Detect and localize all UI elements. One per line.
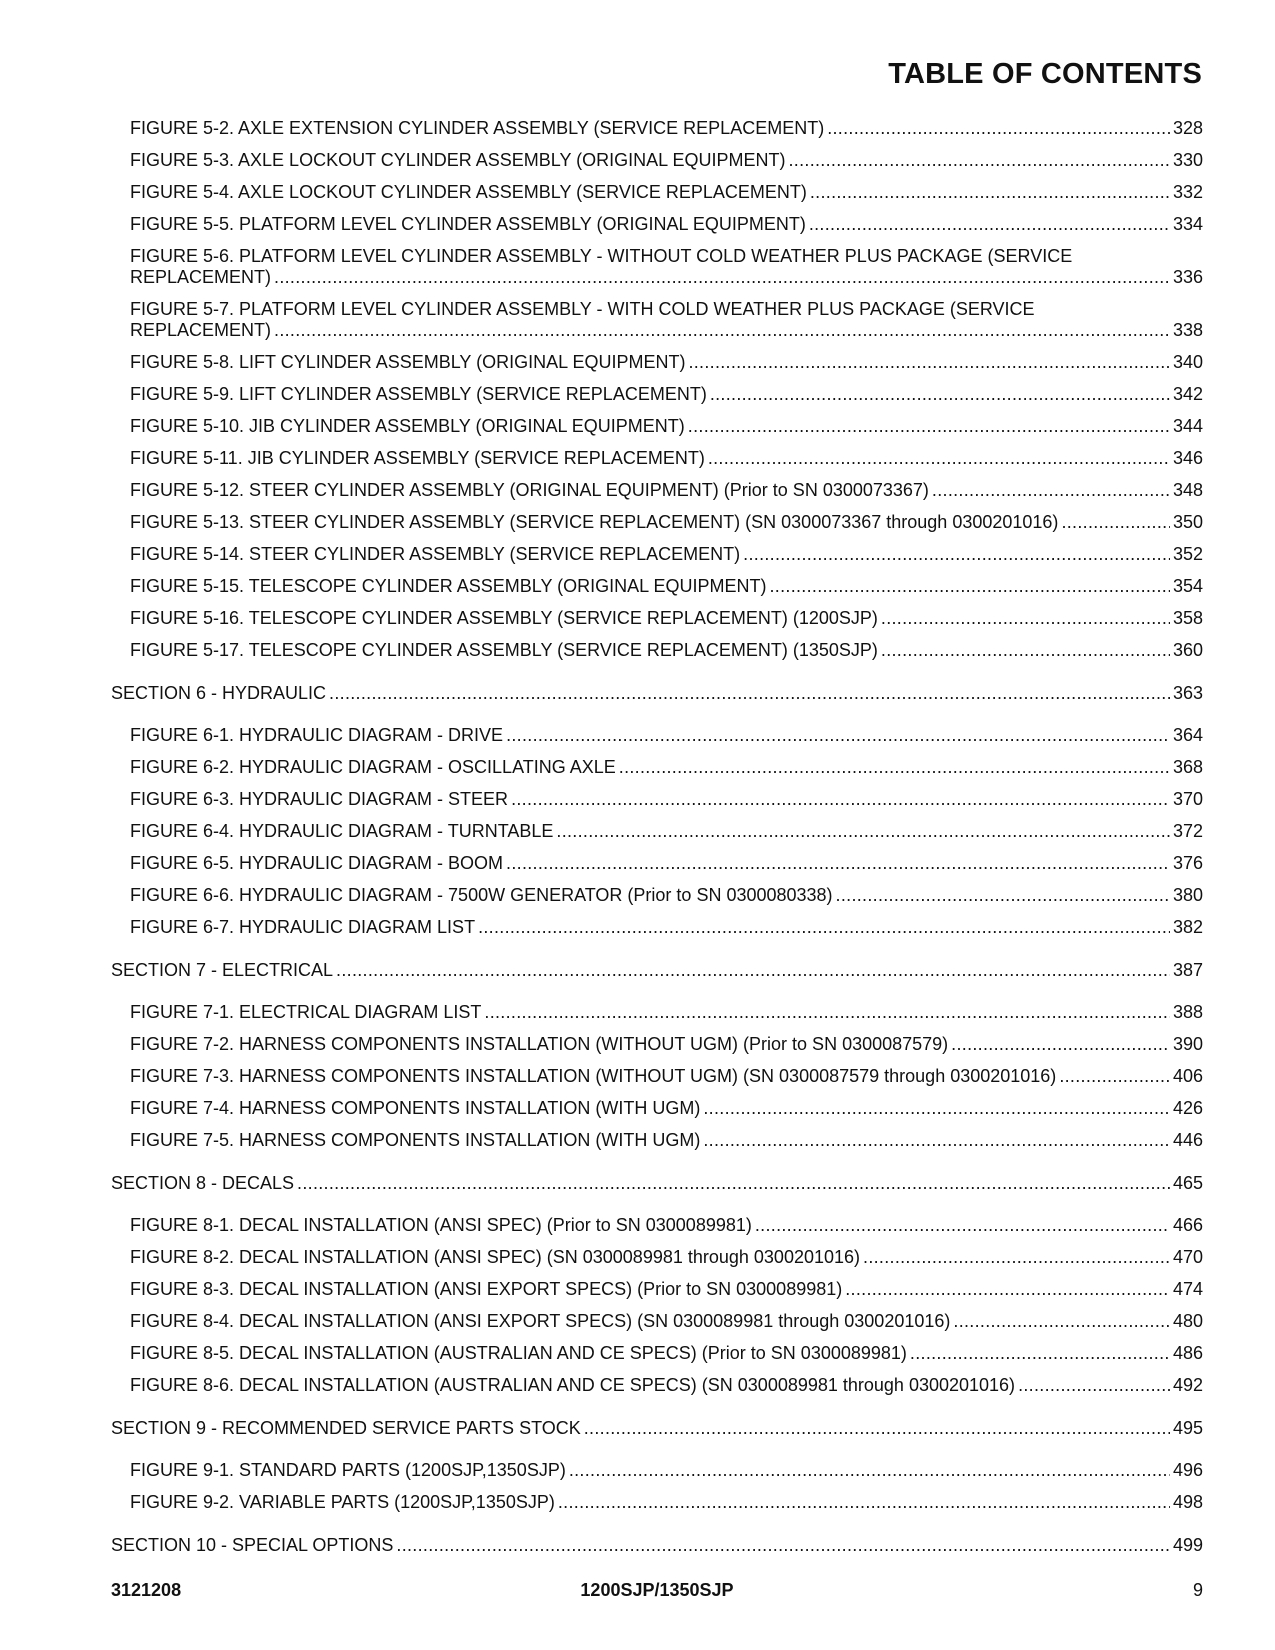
toc-entry-text: FIGURE 8-4. DECAL INSTALLATION (ANSI EXPORT SPECS) (SN 0300089981 through 0300201016) <box>130 1311 951 1331</box>
toc-entry-figure[interactable] <box>111 842 1203 874</box>
toc-entry-page: 466 <box>1172 1215 1203 1235</box>
toc-entry-page: 344 <box>1172 416 1203 436</box>
toc-entry-section[interactable] <box>111 1407 1203 1439</box>
toc-entry-text: FIGURE 5-7. PLATFORM LEVEL CYLINDER ASSEMBLY - WITH COLD WEATHER PLUS PACKAGE (SERVICE <box>130 299 1035 319</box>
toc-entry-page: 426 <box>1172 1098 1203 1118</box>
toc-entry-page: 495 <box>1172 1418 1203 1438</box>
dot-leader <box>478 917 1170 938</box>
toc-entry-figure[interactable] <box>111 1204 1203 1236</box>
toc-entry-text: FIGURE 5-17. TELESCOPE CYLINDER ASSEMBLY (SERVICE REPLACEMENT) (1350SJP) <box>130 640 878 660</box>
toc-entry-section[interactable] <box>111 949 1203 981</box>
toc-entry-text: FIGURE 7-2. HARNESS COMPONENTS INSTALLATION (WITHOUT UGM) (Prior to SN 0300087579) <box>130 1034 949 1054</box>
toc-entry-text: FIGURE 8-3. DECAL INSTALLATION (ANSI EXPORT SPECS) (Prior to SN 0300089981) <box>130 1279 843 1299</box>
toc-entry-text: FIGURE 8-1. DECAL INSTALLATION (ANSI SPEC) (Prior to SN 0300089981) <box>130 1215 752 1235</box>
toc-entry-page: 363 <box>1172 683 1203 703</box>
toc-entry-page: 364 <box>1172 725 1203 745</box>
toc-entry-figure[interactable] <box>111 778 1203 810</box>
toc-entry-page: 474 <box>1172 1279 1203 1299</box>
toc-entry-figure[interactable] <box>111 1481 1203 1513</box>
toc-entry-page: 498 <box>1172 1492 1203 1512</box>
toc-entry-text: FIGURE 5-12. STEER CYLINDER ASSEMBLY (ORIGINAL EQUIPMENT) (Prior to SN 0300073367) <box>130 480 929 500</box>
toc-entry-figure[interactable] <box>111 1236 1203 1268</box>
dot-leader <box>396 1535 1170 1556</box>
toc-entry-page: 496 <box>1172 1460 1203 1480</box>
toc-entry-text: FIGURE 6-7. HYDRAULIC DIAGRAM LIST <box>130 917 476 937</box>
toc-entry-figure[interactable] <box>111 714 1203 746</box>
toc-entry-section[interactable] <box>111 1524 1203 1556</box>
dot-leader <box>558 1492 1170 1513</box>
dot-leader <box>688 416 1170 437</box>
toc-entry-page: 370 <box>1172 789 1203 809</box>
footer-page-number: 9 <box>1192 1580 1203 1600</box>
dot-leader <box>506 725 1170 746</box>
dot-leader <box>755 1215 1170 1236</box>
toc-entry-figure[interactable] <box>111 437 1203 469</box>
toc-entry-page: 388 <box>1172 1002 1203 1022</box>
toc-entry-text: SECTION 8 - DECALS <box>111 1173 295 1193</box>
toc-entry-page: 446 <box>1172 1130 1203 1150</box>
page-title: TABLE OF CONTENTS <box>888 58 1202 90</box>
toc-entry-text: FIGURE 8-6. DECAL INSTALLATION (AUSTRALIAN AND CE SPECS) (SN 0300089981 through 0300201016) <box>130 1375 1016 1395</box>
toc-entry-text-continued: REPLACEMENT) <box>130 320 272 340</box>
toc-entry-page: 486 <box>1172 1343 1203 1363</box>
toc-entry-figure[interactable] <box>111 1449 1203 1481</box>
toc-entry-page: 360 <box>1172 640 1203 660</box>
toc-entry-page: 346 <box>1172 448 1203 468</box>
toc-entry-text: FIGURE 9-2. VARIABLE PARTS (1200SJP,1350SJP) <box>130 1492 555 1512</box>
toc-entry-page: 368 <box>1172 757 1203 777</box>
dot-leader <box>556 821 1170 842</box>
dot-leader <box>274 267 1170 288</box>
toc-entry-figure[interactable] <box>111 906 1203 938</box>
toc-entry-page: 465 <box>1172 1173 1203 1193</box>
toc-entry-page: 372 <box>1172 821 1203 841</box>
toc-entry-text: FIGURE 5-2. AXLE EXTENSION CYLINDER ASSEMBLY (SERVICE REPLACEMENT) <box>130 118 825 138</box>
toc-entry-text: FIGURE 5-11. JIB CYLINDER ASSEMBLY (SERVICE REPLACEMENT) <box>130 448 705 468</box>
toc-entry-page: 499 <box>1172 1535 1203 1555</box>
toc-entry-figure[interactable] <box>111 533 1203 565</box>
toc-entry-page: 492 <box>1172 1375 1203 1395</box>
toc-entry-figure[interactable] <box>111 629 1203 661</box>
dot-leader <box>932 480 1170 501</box>
dot-leader <box>710 384 1170 405</box>
dot-leader <box>336 960 1170 981</box>
toc-entry-text: FIGURE 6-2. HYDRAULIC DIAGRAM - OSCILLATING AXLE <box>130 757 616 777</box>
dot-leader <box>329 683 1170 704</box>
toc-entry-text: FIGURE 6-1. HYDRAULIC DIAGRAM - DRIVE <box>130 725 504 745</box>
dot-leader <box>881 608 1170 629</box>
toc-entry-page: 382 <box>1172 917 1203 937</box>
dot-leader <box>743 544 1170 565</box>
dot-leader <box>619 757 1170 778</box>
dot-leader <box>951 1034 1170 1055</box>
toc-entry-page: 330 <box>1172 150 1203 170</box>
toc-entry-text: FIGURE 5-4. AXLE LOCKOUT CYLINDER ASSEMBLY (SERVICE REPLACEMENT) <box>130 182 807 202</box>
toc-entry-figure[interactable] <box>111 171 1203 203</box>
toc-entry-text: SECTION 7 - ELECTRICAL <box>111 960 334 980</box>
toc-entry-page: 332 <box>1172 182 1203 202</box>
dot-leader <box>511 789 1170 810</box>
toc-entry-text: FIGURE 7-4. HARNESS COMPONENTS INSTALLATION (WITH UGM) <box>130 1098 701 1118</box>
dot-leader <box>703 1130 1170 1151</box>
toc-entry-text: FIGURE 7-5. HARNESS COMPONENTS INSTALLATION (WITH UGM) <box>130 1130 701 1150</box>
toc-entry-figure[interactable] <box>111 1023 1203 1055</box>
dot-leader <box>910 1343 1170 1364</box>
dot-leader <box>1059 1066 1170 1087</box>
toc-entry-page: 406 <box>1172 1066 1203 1086</box>
toc-entry-figure[interactable] <box>111 235 1203 288</box>
dot-leader <box>827 118 1170 139</box>
toc-entry-page: 380 <box>1172 885 1203 905</box>
toc-entry-section[interactable] <box>111 1162 1203 1194</box>
toc-entry-text: FIGURE 8-2. DECAL INSTALLATION (ANSI SPEC) (SN 0300089981 through 0300201016) <box>130 1247 861 1267</box>
dot-leader <box>789 150 1170 171</box>
toc-entry-section[interactable] <box>111 672 1203 704</box>
toc-entry-text: FIGURE 5-9. LIFT CYLINDER ASSEMBLY (SERVICE REPLACEMENT) <box>130 384 707 404</box>
toc-entry-figure[interactable] <box>111 1268 1203 1300</box>
dot-leader <box>484 1002 1170 1023</box>
toc-entry-figure[interactable] <box>111 1055 1203 1087</box>
toc-entry-page: 354 <box>1172 576 1203 596</box>
toc-entry-text: FIGURE 5-6. PLATFORM LEVEL CYLINDER ASSEMBLY - WITHOUT COLD WEATHER PLUS PACKAGE (SERVICE <box>130 246 1073 266</box>
toc-entry-figure[interactable] <box>111 1300 1203 1332</box>
footer-model: 1200SJP/1350SJP <box>580 1580 734 1600</box>
toc-entry-page: 340 <box>1172 352 1203 372</box>
toc-entry-page: 470 <box>1172 1247 1203 1267</box>
toc-entry-page: 350 <box>1172 512 1203 532</box>
toc-entry-text: FIGURE 5-14. STEER CYLINDER ASSEMBLY (SERVICE REPLACEMENT) <box>130 544 741 564</box>
toc-entry-text: FIGURE 5-13. STEER CYLINDER ASSEMBLY (SERVICE REPLACEMENT) (SN 0300073367 through 0300201016) <box>130 512 1059 532</box>
toc-entry-page: 352 <box>1172 544 1203 564</box>
dot-leader <box>569 1460 1170 1481</box>
toc-entry-text: SECTION 9 - RECOMMENDED SERVICE PARTS STOCK <box>111 1418 581 1438</box>
dot-leader <box>770 576 1170 597</box>
toc-entry-text: FIGURE 8-5. DECAL INSTALLATION (AUSTRALIAN AND CE SPECS) (Prior to SN 0300089981) <box>130 1343 907 1363</box>
toc-entry-text-continued: REPLACEMENT) <box>130 267 272 287</box>
toc-entry-text: FIGURE 5-15. TELESCOPE CYLINDER ASSEMBLY (ORIGINAL EQUIPMENT) <box>130 576 767 596</box>
dot-leader <box>274 320 1170 341</box>
toc-entry-figure[interactable] <box>111 1332 1203 1364</box>
toc-entry-figure[interactable] <box>111 1364 1203 1396</box>
toc-entry-figure[interactable] <box>111 597 1203 629</box>
toc-entry-page: 328 <box>1172 118 1203 138</box>
toc-entry-figure[interactable] <box>111 1087 1203 1119</box>
toc-entry-page: 336 <box>1172 267 1203 287</box>
toc-entry-figure[interactable] <box>111 565 1203 597</box>
dot-leader <box>836 885 1170 906</box>
dot-leader <box>881 640 1170 661</box>
toc-entry-page: 376 <box>1172 853 1203 873</box>
toc-entry-page: 387 <box>1172 960 1203 980</box>
toc-entry-figure[interactable] <box>111 405 1203 437</box>
toc-entry-figure[interactable] <box>111 501 1203 533</box>
toc-entry-text: FIGURE 6-6. HYDRAULIC DIAGRAM - 7500W GENERATOR (Prior to SN 0300080338) <box>130 885 833 905</box>
toc-entry-page: 342 <box>1172 384 1203 404</box>
toc-entry-page: 390 <box>1172 1034 1203 1054</box>
table-of-contents <box>111 107 1203 1566</box>
dot-leader <box>1061 512 1170 533</box>
dot-leader <box>863 1247 1170 1268</box>
toc-entry-page: 338 <box>1172 320 1203 340</box>
toc-entry-text: FIGURE 5-10. JIB CYLINDER ASSEMBLY (ORIGINAL EQUIPMENT) <box>130 416 685 436</box>
footer-doc-number: 3121208 <box>111 1580 182 1600</box>
toc-entry-figure[interactable] <box>111 1119 1203 1151</box>
dot-leader <box>703 1098 1170 1119</box>
toc-entry-figure[interactable] <box>111 991 1203 1023</box>
toc-entry-text: FIGURE 7-1. ELECTRICAL DIAGRAM LIST <box>130 1002 482 1022</box>
toc-entry-figure[interactable] <box>111 746 1203 778</box>
toc-entry-text: FIGURE 7-3. HARNESS COMPONENTS INSTALLATION (WITHOUT UGM) (SN 0300087579 through 0300201016) <box>130 1066 1057 1086</box>
dot-leader <box>810 182 1170 203</box>
toc-entry-figure[interactable] <box>111 107 1203 139</box>
toc-entry-page: 480 <box>1172 1311 1203 1331</box>
dot-leader <box>845 1279 1170 1300</box>
toc-entry-figure[interactable] <box>111 373 1203 405</box>
dot-leader <box>688 352 1170 373</box>
toc-entry-figure[interactable] <box>111 203 1203 235</box>
toc-entry-text: SECTION 6 - HYDRAULIC <box>111 683 327 703</box>
toc-entry-figure[interactable] <box>111 288 1203 341</box>
toc-entry-page: 358 <box>1172 608 1203 628</box>
toc-entry-figure[interactable] <box>111 469 1203 501</box>
toc-entry-text: FIGURE 9-1. STANDARD PARTS (1200SJP,1350SJP) <box>130 1460 566 1480</box>
toc-entry-figure[interactable] <box>111 810 1203 842</box>
toc-entry-figure[interactable] <box>111 139 1203 171</box>
toc-entry-text: FIGURE 5-8. LIFT CYLINDER ASSEMBLY (ORIGINAL EQUIPMENT) <box>130 352 686 372</box>
toc-entry-text: FIGURE 5-5. PLATFORM LEVEL CYLINDER ASSEMBLY (ORIGINAL EQUIPMENT) <box>130 214 806 234</box>
dot-leader <box>953 1311 1170 1332</box>
toc-entry-page: 348 <box>1172 480 1203 500</box>
dot-leader <box>708 448 1170 469</box>
toc-entry-text: FIGURE 6-5. HYDRAULIC DIAGRAM - BOOM <box>130 853 504 873</box>
dot-leader <box>809 214 1170 235</box>
toc-entry-text: FIGURE 6-3. HYDRAULIC DIAGRAM - STEER <box>130 789 509 809</box>
dot-leader <box>506 853 1170 874</box>
dot-leader <box>584 1418 1170 1439</box>
toc-entry-text: FIGURE 6-4. HYDRAULIC DIAGRAM - TURNTABLE <box>130 821 554 841</box>
toc-entry-text: FIGURE 5-3. AXLE LOCKOUT CYLINDER ASSEMBLY (ORIGINAL EQUIPMENT) <box>130 150 786 170</box>
toc-entry-figure[interactable] <box>111 874 1203 906</box>
toc-entry-figure[interactable] <box>111 341 1203 373</box>
dot-leader <box>1018 1375 1170 1396</box>
toc-entry-page: 334 <box>1172 214 1203 234</box>
toc-entry-text: SECTION 10 - SPECIAL OPTIONS <box>111 1535 394 1555</box>
toc-entry-text: FIGURE 5-16. TELESCOPE CYLINDER ASSEMBLY (SERVICE REPLACEMENT) (1200SJP) <box>130 608 878 628</box>
dot-leader <box>297 1173 1170 1194</box>
